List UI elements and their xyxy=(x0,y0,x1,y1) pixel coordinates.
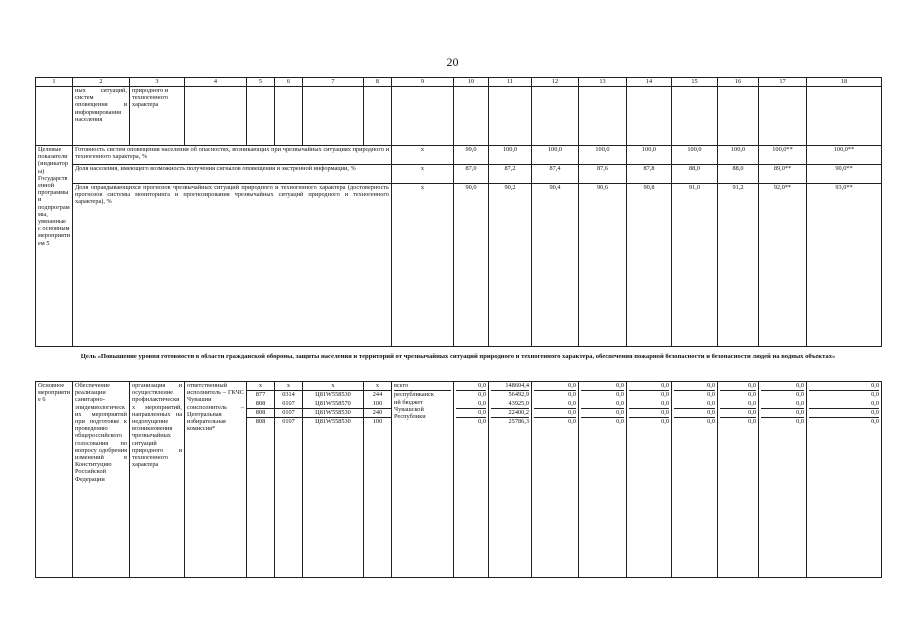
event-cell: 808 xyxy=(247,400,274,409)
event-cell: 244 xyxy=(372,391,383,399)
event-cell: 0,0 xyxy=(761,409,804,418)
target-value: 91,0 xyxy=(672,184,718,347)
target-value: 100,0 xyxy=(672,146,718,165)
target-value: 90,2 xyxy=(489,184,532,347)
target-x: х xyxy=(392,165,454,184)
event-cell: 0,0 xyxy=(581,382,624,391)
event-cell: 0,0 xyxy=(616,418,624,426)
col-header-17: 17 xyxy=(759,78,807,87)
cont-c2: ных ситуаций, систем оповещения и информирования населения xyxy=(73,87,130,146)
funding-total: всего xyxy=(394,382,451,391)
col-header-14: 14 xyxy=(627,78,672,87)
event-col-7 xyxy=(303,382,364,578)
event-cell: Ц81W558530 xyxy=(303,409,363,418)
event-cell: х xyxy=(303,382,363,391)
cont-c1 xyxy=(36,87,73,146)
event-cell: 0,0 xyxy=(871,391,879,399)
target-text: Готовность систем оповещения населения об опасностях, возникающих при чрезвычайных ситуациях природного и техногенного характера, % xyxy=(73,146,392,165)
targets-table xyxy=(35,77,882,347)
event-c1: Основное мероприятие 6 xyxy=(36,382,73,578)
event-cell: 0,0 xyxy=(809,382,879,391)
col-header-1: 1 xyxy=(36,78,73,87)
event-cell: х xyxy=(275,382,302,391)
target-value: 89,0** xyxy=(759,165,807,184)
target-value: 88,0 xyxy=(718,165,759,184)
target-value: 90,0** xyxy=(807,165,882,184)
event-cell: 0107 xyxy=(275,409,302,418)
event-cell: 148604,4 xyxy=(491,382,529,391)
event-cell: 43925,0 xyxy=(491,400,529,409)
event-cell: 0,0 xyxy=(720,382,756,391)
col-header-7: 7 xyxy=(303,78,364,87)
event-cell: 0,0 xyxy=(616,391,624,399)
target-value: 87,8 xyxy=(627,165,672,184)
target-x: х xyxy=(392,184,454,347)
event-cell: 240 xyxy=(364,409,391,418)
target-value: 100,0 xyxy=(718,146,759,165)
event-col-17 xyxy=(759,382,807,578)
event-cell: 0,0 xyxy=(456,409,486,418)
event-col-18 xyxy=(807,382,882,578)
event-col-8 xyxy=(364,382,392,578)
event-cell: 0,0 xyxy=(748,391,756,399)
event-cell: 100 xyxy=(364,400,391,409)
target-x: х xyxy=(392,146,454,165)
event-cell: 0107 xyxy=(275,400,302,409)
target-value: 99,0 xyxy=(454,146,489,165)
event-table xyxy=(35,381,882,578)
col-header-9: 9 xyxy=(392,78,454,87)
target-text: Доля оправдывающихся прогнозов чрезвычайных ситуаций природного и техногенного характера (достоверность прогнозов системы мониторинга и прогнозирования чрезвычайных ситуаций природного и техногенного характера), % xyxy=(73,184,392,347)
target-value: 87,6 xyxy=(579,165,627,184)
event-cell: 0,0 xyxy=(629,382,669,391)
target-value: 100,0** xyxy=(807,146,882,165)
event-cell: 0107 xyxy=(282,418,295,426)
event-col-15 xyxy=(672,382,718,578)
target-value: 100,0 xyxy=(579,146,627,165)
event-cell: 0,0 xyxy=(629,400,669,409)
target-value: 93,0** xyxy=(807,184,882,347)
event-cell: 0,0 xyxy=(629,409,669,418)
event-cell: 0,0 xyxy=(581,409,624,418)
target-value: 87,0 xyxy=(454,165,489,184)
event-cell: 0,0 xyxy=(707,418,715,426)
targets-label: Целевые показатели (индикаторы) Государственной программы и подпрограммы, увязанные с основным мероприятием 5 xyxy=(36,146,73,347)
col-header-5: 5 xyxy=(247,78,275,87)
event-col-10 xyxy=(454,382,489,578)
target-value: 87,4 xyxy=(532,165,579,184)
col-header-15: 15 xyxy=(672,78,718,87)
event-cell: 56492,9 xyxy=(508,391,529,399)
col-header-11: 11 xyxy=(489,78,532,87)
col-header-13: 13 xyxy=(579,78,627,87)
event-col-13 xyxy=(579,382,627,578)
target-value: 88,0 xyxy=(672,165,718,184)
event-cell: 0,0 xyxy=(674,382,715,391)
col-header-6: 6 xyxy=(275,78,303,87)
col-header-4: 4 xyxy=(185,78,247,87)
col-header-16: 16 xyxy=(718,78,759,87)
event-cell: 0,0 xyxy=(809,409,879,418)
event-cell: Ц81W558530 xyxy=(315,391,351,399)
target-value: 100,0 xyxy=(627,146,672,165)
event-cell: х xyxy=(247,382,274,391)
page-number: 20 xyxy=(446,55,459,69)
event-cell: 0,0 xyxy=(748,418,756,426)
event-col-11 xyxy=(489,382,532,578)
event-col-14 xyxy=(627,382,672,578)
target-value: 90,4 xyxy=(532,184,579,347)
event-cell: х xyxy=(364,382,391,391)
col-header-12: 12 xyxy=(532,78,579,87)
event-cell: 0,0 xyxy=(720,409,756,418)
event-cell: 22400,2 xyxy=(491,409,529,418)
col-header-8: 8 xyxy=(364,78,392,87)
event-cell: 0,0 xyxy=(568,418,576,426)
target-value: 90,0 xyxy=(454,184,489,347)
event-cell: 0,0 xyxy=(568,391,576,399)
event-cell: Ц81W558570 xyxy=(303,400,363,409)
col-header-3: 3 xyxy=(130,78,185,87)
col-header-18: 18 xyxy=(807,78,882,87)
event-col-9 xyxy=(392,382,454,578)
event-cell: 877 xyxy=(255,391,266,399)
event-cell: 0314 xyxy=(282,391,295,399)
target-value: 90,6 xyxy=(579,184,627,347)
target-value: 100,0** xyxy=(759,146,807,165)
event-col-12 xyxy=(532,382,579,578)
event-cell: 100 xyxy=(372,418,383,426)
funding-source: республиканский бюджет Чувашской Республики xyxy=(394,391,434,420)
target-value: 100,0 xyxy=(489,146,532,165)
col-header-2: 2 xyxy=(73,78,130,87)
event-cell: 0,0 xyxy=(534,400,576,409)
event-cell: 0,0 xyxy=(534,382,576,391)
event-cell: 0,0 xyxy=(478,391,486,399)
event-cell: 808 xyxy=(255,418,266,426)
event-cell: 0,0 xyxy=(809,400,879,409)
event-cell: 808 xyxy=(247,409,274,418)
target-value: 87,2 xyxy=(489,165,532,184)
event-col-6 xyxy=(275,382,303,578)
goal-heading: Цель «Повышение уровня готовности в области гражданской обороны, защиты населения и территорий от чрезвычайных ситуаций природного и техногенного характера, обеспечения пожарной безопасности и безопасности людей на водных объектах» xyxy=(80,353,836,360)
target-text: Доля населения, имеющего возможность получения сигналов оповещения и экстренной информации, % xyxy=(73,165,392,184)
event-cell: 0,0 xyxy=(707,391,715,399)
event-cell: 0,0 xyxy=(871,418,879,426)
target-value: 92,0** xyxy=(759,184,807,347)
col-header-10: 10 xyxy=(454,78,489,87)
event-cell: 0,0 xyxy=(661,418,669,426)
target-value: 90,8 xyxy=(627,184,672,347)
event-col-16 xyxy=(718,382,759,578)
event-cell: 0,0 xyxy=(674,409,715,418)
event-col-5 xyxy=(247,382,275,578)
event-cell: 0,0 xyxy=(761,382,804,391)
event-cell: 0,0 xyxy=(534,409,576,418)
event-cell: 0,0 xyxy=(674,400,715,409)
event-cell: 0,0 xyxy=(456,382,486,391)
cont-c3: природного и техногенного характера xyxy=(130,87,185,146)
event-cell: 0,0 xyxy=(456,400,486,409)
event-c2: Обеспечение реализации санитарно-эпидемиологических мероприятий при подготовке к проведению общероссийского голосования по вопросу одобрения изменений в Конституцию Российской Федерации xyxy=(73,382,130,578)
event-c3: организация и осуществление профилактических мероприятий, направленных на недопущение возникновения чрезвычайных ситуаций природного и техногенного характера xyxy=(130,382,185,578)
event-cell: 0,0 xyxy=(661,391,669,399)
event-cell: 0,0 xyxy=(581,400,624,409)
target-value: 91,2 xyxy=(718,184,759,347)
event-cell: 0,0 xyxy=(796,418,804,426)
event-cell: 0,0 xyxy=(761,400,804,409)
event-cell: Ц81W558530 xyxy=(315,418,351,426)
event-c4: ответственный исполнитель – ГКЧС Чувашии соисполнитель – Центральная избирательная комиссия* xyxy=(185,382,247,578)
event-cell: 0,0 xyxy=(478,418,486,426)
event-cell: 0,0 xyxy=(720,400,756,409)
event-cell: 0,0 xyxy=(796,391,804,399)
event-cell: 25786,3 xyxy=(508,418,529,426)
target-value: 100,0 xyxy=(532,146,579,165)
